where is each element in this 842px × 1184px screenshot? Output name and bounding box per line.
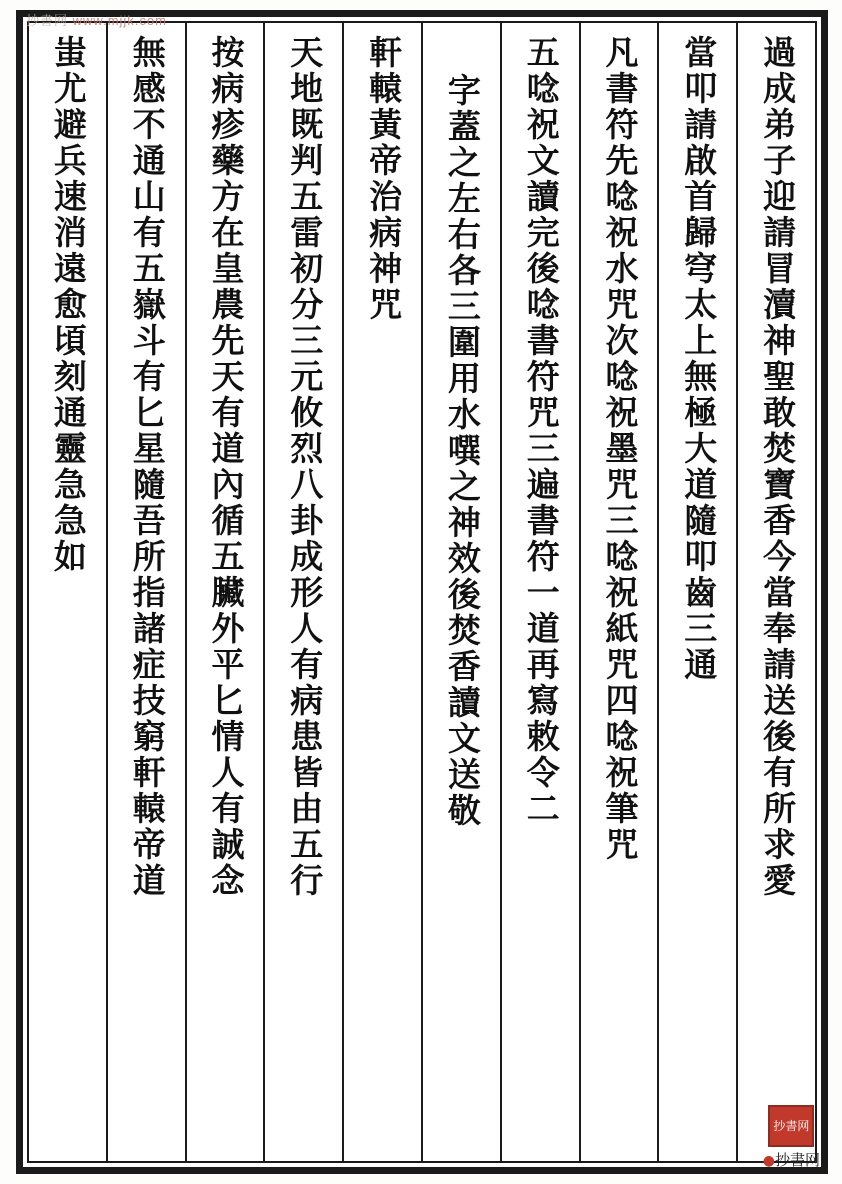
text-column-2: [657, 23, 736, 1161]
watermark-url: www.mjjk.com: [72, 13, 167, 28]
text-column-8: [185, 23, 264, 1161]
column-text: 天地既判五雷初分三元攸烈八卦成形人有病患皆由五行: [285, 35, 325, 899]
watermark-top-left: [26, 10, 167, 29]
text-column-6-heading: [342, 23, 421, 1161]
text-column-1: [736, 23, 815, 1161]
text-column-9: [106, 23, 185, 1161]
seal-icon: 抄書网: [768, 1105, 814, 1147]
text-column-5: [421, 23, 500, 1161]
stamp-caption-text: 抄書网: [774, 1151, 820, 1169]
column-text: 軒轅黃帝治病神咒: [364, 35, 404, 323]
text-column-4: [500, 23, 579, 1161]
page-border-inner: [27, 21, 817, 1163]
text-column-7: [263, 23, 342, 1161]
column-text: 過成弟子迎請冒瀆神聖敢焚寶香今當奉請送後有所求愛: [758, 35, 798, 899]
column-text: 蚩尤避兵速消遠愈頃刻通靈急急如: [48, 35, 88, 575]
column-text: 當叩請啟首歸穹太上無極大道隨叩齒三通: [679, 35, 719, 683]
column-text: 按病疹藥方在皇農先天有道內循五臟外平匕情人有誠念: [206, 35, 246, 899]
text-columns: [29, 23, 815, 1161]
watermark-prefix: 抄書网: [26, 13, 69, 28]
column-text: 字蓋之左右各三圍用水噀之神效後焚香讀文送敬: [442, 73, 482, 829]
column-text: 五唸祝文讀完後唸書符咒三遍書符一道再寫敕令二: [521, 35, 561, 827]
stamp-dot: ●: [762, 1153, 775, 1169]
text-column-10: [29, 23, 106, 1161]
text-column-3: [579, 23, 658, 1161]
site-stamp: [763, 1105, 820, 1170]
column-text: 凡書符先唸祝水咒次唸祝墨咒三唸祝紙咒四唸祝筆咒: [600, 35, 640, 863]
stamp-caption: [763, 1149, 820, 1170]
page-border-outer: [16, 10, 828, 1174]
column-text: 無感不通山有五嶽斗有匕星隨吾所指諸症技窮軒轅帝道: [127, 35, 167, 899]
